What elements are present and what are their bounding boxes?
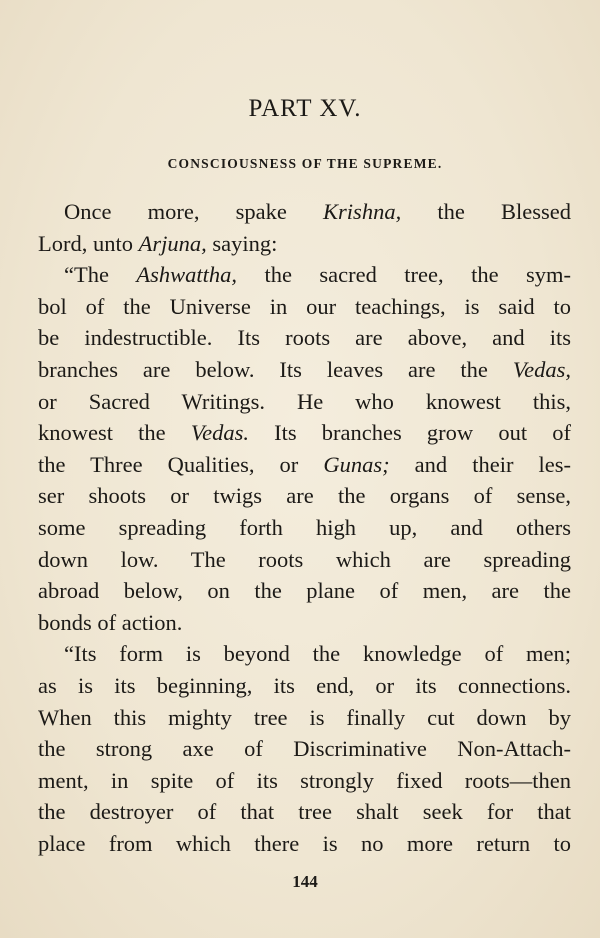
text-line [38,765,571,797]
text-line [38,670,571,702]
text-line [38,228,571,260]
text-run: the Three Qualities, or [38,451,324,477]
text-line [38,638,571,670]
text-line [38,828,571,860]
text-line [38,733,571,765]
text-run: bonds of action. [38,609,183,635]
text-line [38,796,571,828]
text-run: When this mighty tree is finally cut down by [38,704,571,730]
text-run: and their les- [389,451,571,477]
text-run: down low. The roots which are spreading [38,546,571,572]
text-run: Lord, unto [38,230,139,256]
text-line [38,417,571,449]
section-heading: CONSCIOUSNESS OF THE SUPREME. [167,156,443,171]
text-line [38,607,571,639]
text-run: some spreading forth high up, and others [38,514,571,540]
italic-term: Vedas. [190,420,249,446]
text-run: the Blessed [401,199,571,224]
text-line [38,259,571,291]
text-run: bol of the Universe in our teachings, is said to [38,293,571,319]
text-line [38,354,571,386]
text-line [38,702,571,734]
text-run: “Its form is beyond the knowledge of men; [64,641,571,667]
part-heading: PART XV. [248,95,362,122]
text-run: “The [64,262,137,288]
text-line [38,322,571,354]
text-line [38,544,571,576]
body-text [38,196,571,859]
text-run: ser shoots or twigs are the organs of sense, [38,483,571,509]
italic-term: Ashwattha, [136,262,238,288]
italic-term: Arjuna, [138,230,207,256]
text-run: place from which there is no more return to [38,830,571,856]
text-run: abroad below, on the plane of men, are the [38,578,571,604]
text-run: Once more, spake [64,199,324,224]
page-number: 144 [292,872,318,891]
text-run: the strong axe of Discriminative Non-Attach- [38,736,571,762]
italic-term: Krishna, [323,199,402,224]
text-run: Its branches grow out of [248,420,571,446]
text-run: be indestructible. Its roots are above, and its [38,325,571,351]
text-run: the sacred tree, the sym- [237,262,571,288]
italic-term: Vedas, [512,356,571,382]
text-run: the destroyer of that tree shalt seek for that [38,799,571,825]
text-run: saying: [206,230,278,256]
text-line [38,480,571,512]
text-run: branches are below. Its leaves are the [38,356,513,382]
text-line [38,575,571,607]
text-run: as is its beginning, its end, or its connections. [38,672,571,698]
italic-term: Gunas; [323,451,390,477]
text-line [38,386,571,418]
text-line [38,449,571,481]
text-run: or Sacred Writings. He who knowest this, [38,388,571,414]
text-line [38,196,571,228]
text-line [38,512,571,544]
text-line [38,291,571,323]
text-run: knowest the [38,420,191,446]
text-run: ment, in spite of its strongly fixed roots—then [38,767,571,793]
